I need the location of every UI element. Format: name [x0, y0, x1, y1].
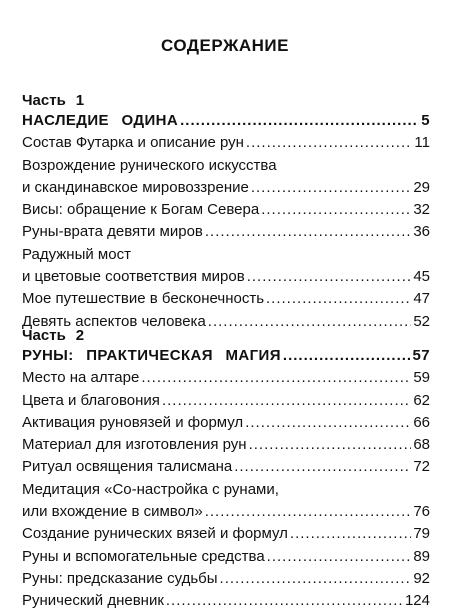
toc-entry-first-line: Возрождение рунического искусства — [22, 156, 277, 174]
toc-page-number: 66 — [413, 413, 430, 431]
toc-entry-text: и скандинавское мировоззрение — [22, 178, 249, 196]
toc-entry-text: Мое путешествие в бесконечность — [22, 290, 265, 308]
toc-entry[interactable] — [22, 177, 430, 199]
toc-entry-text: Активация руновязей и формул — [22, 413, 244, 431]
dot-leader — [141, 367, 411, 389]
dot-leader — [267, 546, 412, 568]
toc-page-number: 79 — [413, 525, 430, 543]
toc-page-number: 62 — [413, 391, 430, 409]
toc-part-title[interactable] — [22, 110, 430, 132]
dot-leader — [261, 199, 411, 221]
toc-page-number: 29 — [413, 178, 430, 196]
toc-page-number: 89 — [413, 547, 430, 565]
toc-entry[interactable] — [22, 434, 430, 456]
toc-entry[interactable] — [22, 132, 430, 154]
toc-page-number: 124 — [404, 592, 430, 610]
toc-entry[interactable] — [22, 523, 430, 545]
toc-entry-text: Девять аспектов человека — [22, 312, 206, 330]
dot-leader — [162, 390, 411, 412]
dot-leader — [245, 412, 411, 434]
toc-entry-text: Ритуал освящения талисмана — [22, 458, 233, 476]
dot-leader — [283, 345, 411, 367]
toc-entry[interactable] — [22, 221, 430, 243]
toc-entry[interactable] — [22, 568, 430, 590]
part-number: 1 — [75, 92, 85, 109]
dot-leader — [249, 434, 412, 456]
toc-entry[interactable] — [22, 266, 430, 288]
dot-leader — [290, 523, 411, 545]
toc-page-number: 68 — [413, 436, 430, 454]
dot-leader — [234, 456, 411, 478]
toc-entry[interactable] — [22, 456, 430, 478]
toc-entry-text: Висы: обращение к Богам Севера — [22, 201, 260, 219]
toc-entry[interactable] — [22, 390, 430, 412]
toc-entry-text: Руны и вспомогательные средства — [22, 547, 265, 565]
toc-entry[interactable] — [22, 412, 430, 434]
part-number: 2 — [75, 327, 85, 344]
toc-entry-first-line: Радужный мост — [22, 245, 131, 263]
toc-entry[interactable] — [22, 546, 430, 568]
part-1-label — [22, 92, 84, 109]
part-1-entries — [22, 110, 430, 333]
dot-leader — [220, 568, 412, 590]
toc-entry-text: РУНЫ: ПРАКТИЧЕСКАЯ МАГИЯ — [22, 347, 281, 364]
toc-entry-text: или вхождение в символ» — [22, 503, 203, 521]
toc-page-number: 76 — [413, 503, 430, 521]
dot-leader — [205, 501, 412, 523]
toc-page-number: 92 — [413, 569, 430, 587]
dot-leader — [180, 110, 419, 132]
dot-leader — [166, 590, 403, 612]
toc-entry[interactable] — [22, 199, 430, 221]
dot-leader — [208, 311, 412, 333]
part-label-word: Часть — [22, 327, 66, 344]
toc-entry-text: Руны-врата девяти миров — [22, 223, 203, 241]
toc-page-number: 52 — [413, 312, 430, 330]
toc-entry[interactable] — [22, 590, 430, 612]
part-2-label — [22, 327, 84, 344]
part-2-entries — [22, 345, 430, 613]
toc-entry-text: НАСЛЕДИЕ ОДИНА — [22, 112, 179, 129]
toc-entry-text: Место на алтаре — [22, 369, 140, 387]
toc-page-number: 57 — [412, 347, 430, 364]
toc-page-number: 11 — [414, 134, 430, 152]
toc-entry-text: и цветовые соответствия миров — [22, 268, 245, 286]
toc-entry-text: Создание рунических вязей и формул — [22, 525, 288, 543]
toc-page-number: 5 — [421, 112, 430, 129]
toc-entry-text: Рунический дневник — [22, 592, 164, 610]
toc-entry-text: Цвета и благовония — [22, 391, 160, 409]
toc-entry-text: Материал для изготовления рун — [22, 436, 247, 454]
toc-entry[interactable] — [22, 288, 430, 310]
dot-leader — [246, 132, 413, 154]
toc-page-number: 45 — [413, 268, 430, 286]
toc-page-number: 36 — [413, 223, 430, 241]
toc-entry[interactable] — [22, 367, 430, 389]
page-title: СОДЕРЖАНИЕ — [161, 36, 289, 55]
toc-page-number: 72 — [413, 458, 430, 476]
dot-leader — [251, 177, 411, 199]
toc-part-title[interactable] — [22, 345, 430, 367]
dot-leader — [205, 221, 411, 243]
dot-leader — [247, 266, 412, 288]
toc-entry-text: Состав Футарка и описание рун — [22, 134, 244, 152]
toc-page-number: 47 — [413, 290, 430, 308]
toc-entry-text: Руны: предсказание судьбы — [22, 569, 218, 587]
dot-leader — [266, 288, 411, 310]
toc-entry-first-line: Медитация «Со-настройка с рунами, — [22, 480, 279, 498]
toc-page-number: 59 — [413, 369, 430, 387]
toc-entry[interactable] — [22, 501, 430, 523]
toc-page-number: 32 — [413, 201, 430, 219]
part-label-word: Часть — [22, 92, 66, 109]
